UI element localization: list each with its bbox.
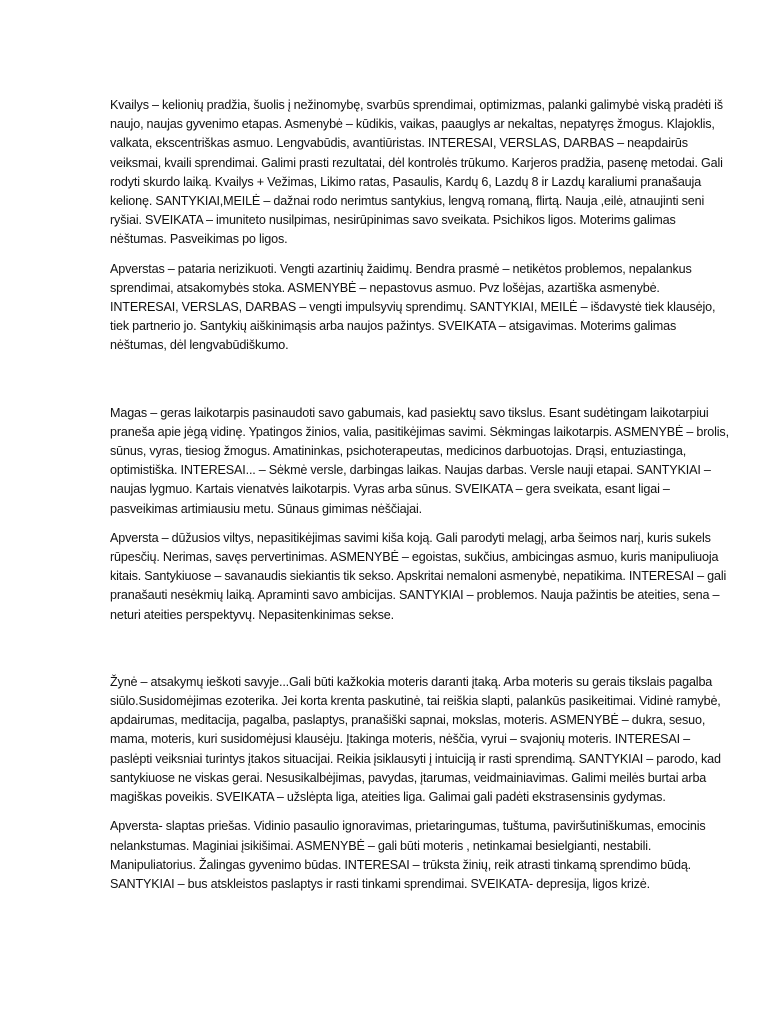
paragraph-high-priestess: Žynė – atsakymų ieškoti savyje...Gali būti kažkokia moteris daranti įtaką. Arba moteris su gerais tikslais pagalba siūlo.Susidomėjimas ezoterika. Jei korta krenta paskutinė, tai reiškia slapti, palankūs pasikeitimai. Vidinė ramybė, apdairumas, meditacija, pagalba, paslaptys, pranašiški sapnai, mokslas, moteris. ASMENYBĖ – dukra, sesuo, mama, moteris, kuri susidomėjusi klausėju. Įtakinga moteris, nėščia, vyrui – svajonių moteris. INTERESAI – paslėpti veiksniai turintys įtakos situacijai. Reikia įsiklausyti į intuiciją ir rasti sprendimą. SANTYKIAI – parodo, kad santykiuose ne viskas gerai. Nesusikalbėjimas, pavydas, įtarumas, veidmainiavimas. Galimi meilės burtai arba magiškas poveikis. SVEIKATA – užslėpta liga, ateities liga. Galimai gali padėti ekstrasensinis gydymas. — [110, 674, 721, 805]
paragraph-gap — [110, 250, 730, 260]
document-page — [110, 96, 730, 1016]
paragraph-fool-reversed: Apverstas – pataria nerizikuoti. Vengti azartinių žaidimų. Bendra prasmė – netikėtos problemos, nepalankus sprendimai, atsakomybės stoka. ASMENYBĖ – nepastovus asmuo. Pvz lošėjas, azartiška asmenybė. INTERESAI, VERSLAS, DARBAS – vengti impulsyvių sprendimų. SANTYKIAI, MEILĖ – išdavystė tiek klausėjo, tiek partnerio jo. Santykių aiškinimąsis arba naujos pažintys. SVEIKATA – atsigavimas. Moterims galimas nėštumas, dėl lengvabūdiškumo. — [110, 261, 716, 353]
paragraph-gap — [110, 519, 730, 529]
paragraph-magician-reversed: Apversta – dūžusios viltys, nepasitikėjimas savimi kiša koją. Gali parodyti melagį, arba šeimos narį, kuris sukels rūpesčių. Nerimas, savęs pervertinimas. ASMENYBĖ – egoistas, sukčius, ambicingas asmuo, kuris manipuliuoja kitais. Santykiuose – savanaudis siekiantis tik sekso. Apskritai nemaloni asmenybė, nepatikima. INTERESAI – gali pranašauti nesėkmių laiką. Apraminti savo ambicijas. SANTYKIAI – problemos. Nauja pažintis be ateities, sena – neturi ateities perspektyvų. Nepasitenkinimas sekse. — [110, 530, 727, 622]
section-gap — [110, 356, 730, 404]
paragraph-magician: Magas – geras laikotarpis pasinaudoti savo gabumais, kad pasiektų savo tikslus. Esant sudėtingam laikotarpiui praneša apie jėgą vidinę. Ypatingos žinios, valia, pasitikėjimas savimi. Sėkmingas laikotarpis. ASMENYBĖ – brolis, sūnus, vyras, tiesiog žmogus. Amatininkas, psichoterapeutas, medicinos darbuotojas. Drąsi, entuziastinga, optimistiška. INTERESAI... – Sėkmė versle, darbingas laikas. Naujas darbas. Versle nauji etapai. SANTYKIAI – naujas lygmuo. Kartais vienatvės laikotarpis. Vyras arba sūnus. SVEIKATA – gera sveikata, esant ligai – pasveikimas artimiausiu metu. Sūnaus gimimas nėščiajai. — [110, 405, 729, 516]
paragraph-high-priestess-reversed: Apversta- slaptas priešas. Vidinio pasaulio ignoravimas, prietaringumas, tuštuma, paviršutiniškumas, emocinis nelankstumas. Maginiai įsikišimai. ASMENYBĖ – gali būti moteris , netinkamai besielgianti, nestabili. Manipuliatorius. Žalingas gyvenimo būdas. INTERESAI – trūksta žinių, reik atrasti tinkamą sprendimo būdą. SANTYKIAI – bus atskleistos paslaptys ir rasti tinkami sprendimai. SVEIKATA- depresija, ligos krizė. — [110, 819, 706, 891]
paragraph-fool: Kvailys – kelionių pradžia, šuolis į nežinomybę, svarbūs sprendimai, optimizmas, palanki galimybė viską pradėti iš naujo, naujas gyvenimo etapas. Asmenybė – kūdikis, vaikas, paauglys ar nekaltas, nepatyręs žmogus. Klajoklis, valkata, ekscentriškas asmuo. Lengvabūdis, avantiūristas. INTERESAI, VERSLAS, DARBAS – neapdairūs veiksmai, kvaili sprendimai. Galimi prasti rezultatai, dėl kontrolės trūkumo. Karjeros pradžia, pasenę metodai. Gali rodyti skurdo laiką. Kvailys + Vežimas, Likimo ratas, Pasaulis, Kardų 6, Lazdų 8 ir Lazdų karaliumi pranašauja kelionę. SANTYKIAI,MEILĖ – dažnai rodo nerimtus santykius, lengvą romaną, flirtą. Nauja ,eilė, atnaujinti seni ryšiai. SVEIKATA – imuniteto nusilpimas, nesirūpinimas savo sveikata. Psichikos ligos. Moterims galimas nėštumas. Pasveikimas po ligos. — [110, 98, 723, 247]
section-gap — [110, 625, 730, 673]
paragraph-gap — [110, 807, 730, 817]
